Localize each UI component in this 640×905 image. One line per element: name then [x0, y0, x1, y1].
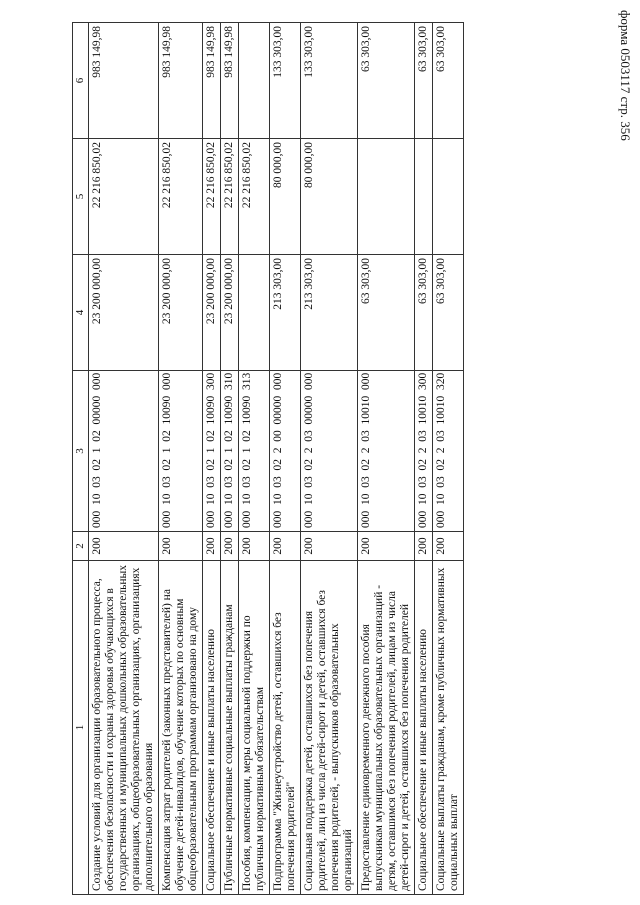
row-name: Компенсация затрат родителей (законных представителей) на обучение детей-инвалидов, обучение которых по основным общеобразовательным программам организовано на дому	[159, 561, 203, 895]
table-row	[433, 23, 464, 895]
row-name: Социальное обеспечение и иные выплаты населению	[415, 561, 433, 895]
table-row	[301, 23, 358, 895]
row-executed: 22 216 850,02	[239, 139, 270, 255]
row-executed: 22 216 850,02	[89, 139, 159, 255]
row-budget-code: 000 10 03 02 2 00 00000 000	[270, 371, 301, 532]
row-line-code: 200	[415, 532, 433, 561]
row-executed: 22 216 850,02	[221, 139, 239, 255]
row-approved: 23 200 000,00	[221, 255, 239, 371]
row-executed	[415, 139, 433, 255]
row-unexecuted: 133 303,00	[270, 23, 301, 139]
row-executed: 22 216 850,02	[159, 139, 203, 255]
row-line-code: 200	[239, 532, 270, 561]
column-header-2: 2	[73, 532, 89, 561]
row-name: Подпрограмма "Жизнеустройство детей, оставшихся без попечения родителей"	[270, 561, 301, 895]
row-approved: 63 303,00	[433, 255, 464, 371]
row-approved	[239, 255, 270, 371]
row-approved: 63 303,00	[358, 255, 415, 371]
row-executed: 80 000,00	[270, 139, 301, 255]
row-name: Социальное обеспечение и иные выплаты населению	[203, 561, 221, 895]
row-executed: 80 000,00	[301, 139, 358, 255]
row-budget-code: 000 10 03 02 1 02 10090 310	[221, 371, 239, 532]
row-line-code: 200	[433, 532, 464, 561]
row-approved: 63 303,00	[415, 255, 433, 371]
row-unexecuted: 63 303,00	[415, 23, 433, 139]
row-approved: 213 303,00	[301, 255, 358, 371]
row-budget-code: 000 10 03 02 1 02 10090 300	[203, 371, 221, 532]
row-unexecuted: 983 149,98	[159, 23, 203, 139]
row-budget-code: 000 10 03 02 2 03 10010 000	[358, 371, 415, 532]
row-executed	[433, 139, 464, 255]
row-unexecuted: 63 303,00	[358, 23, 415, 139]
row-budget-code: 000 10 03 02 1 02 10090 000	[159, 371, 203, 532]
row-approved: 23 200 000,00	[89, 255, 159, 371]
row-approved: 213 303,00	[270, 255, 301, 371]
row-approved: 23 200 000,00	[159, 255, 203, 371]
row-unexecuted: 63 303,00	[433, 23, 464, 139]
row-line-code: 200	[159, 532, 203, 561]
row-line-code: 200	[358, 532, 415, 561]
table-row	[159, 23, 203, 895]
row-budget-code: 000 10 03 02 1 02 10090 313	[239, 371, 270, 532]
row-line-code: 200	[203, 532, 221, 561]
table-row	[89, 23, 159, 895]
row-unexecuted: 983 149,98	[89, 23, 159, 139]
table-row	[221, 23, 239, 895]
column-header-3: 3	[73, 371, 89, 532]
row-name: Публичные нормативные социальные выплаты гражданам	[221, 561, 239, 895]
row-line-code: 200	[221, 532, 239, 561]
row-executed	[358, 139, 415, 255]
row-approved: 23 200 000,00	[203, 255, 221, 371]
column-header-1: 1	[73, 561, 89, 895]
column-header-4: 4	[73, 255, 89, 371]
table-row	[270, 23, 301, 895]
row-line-code: 200	[301, 532, 358, 561]
table-row	[239, 23, 270, 895]
row-name: Социальные выплаты гражданам, кроме публичных нормативных социальных выплат	[433, 561, 464, 895]
row-unexecuted: 133 303,00	[301, 23, 358, 139]
budget-table	[72, 22, 464, 895]
table-row	[358, 23, 415, 895]
table-row	[415, 23, 433, 895]
row-line-code: 200	[89, 532, 159, 561]
row-budget-code: 000 10 03 02 2 03 10010 300	[415, 371, 433, 532]
row-budget-code: 000 10 03 02 2 03 00000 000	[301, 371, 358, 532]
form-header: форма 0503117 стр. 356	[618, 10, 633, 141]
row-unexecuted	[239, 23, 270, 139]
row-executed: 22 216 850,02	[203, 139, 221, 255]
row-name: Пособия, компенсации, меры социальной поддержки по публичным нормативным обязательствам	[239, 561, 270, 895]
column-header-6: 6	[73, 23, 89, 139]
table-row	[203, 23, 221, 895]
row-name: Предоставление единовременного денежного пособия выпускникам муниципальных образовательных организаций - детям, оставшимся без попечения родителей, лицам из числа детей-сирот и детей, оставшихся без попечения родителей	[358, 561, 415, 895]
column-number-row	[73, 23, 89, 895]
row-unexecuted: 983 149,98	[203, 23, 221, 139]
row-line-code: 200	[270, 532, 301, 561]
rotated-table-wrapper	[72, 26, 582, 895]
row-name: Социальная поддержка детей, оставшихся без попечения родителей, лиц из числа детей-сирот и детей, оставшихся без попечения родителей, - выпускников образовательных организаций	[301, 561, 358, 895]
row-budget-code: 000 10 03 02 2 03 10010 320	[433, 371, 464, 532]
column-header-5: 5	[73, 139, 89, 255]
row-name: Создание условий для организации образовательного процесса, обеспечения безопасности и охраны здоровья обучающихся в государственных и муниципальных дошкольных образовательных организациях, общеобразовательных организациях, организациях дополнительного образования	[89, 561, 159, 895]
row-budget-code: 000 10 03 02 1 02 00000 000	[89, 371, 159, 532]
row-unexecuted: 983 149,98	[221, 23, 239, 139]
